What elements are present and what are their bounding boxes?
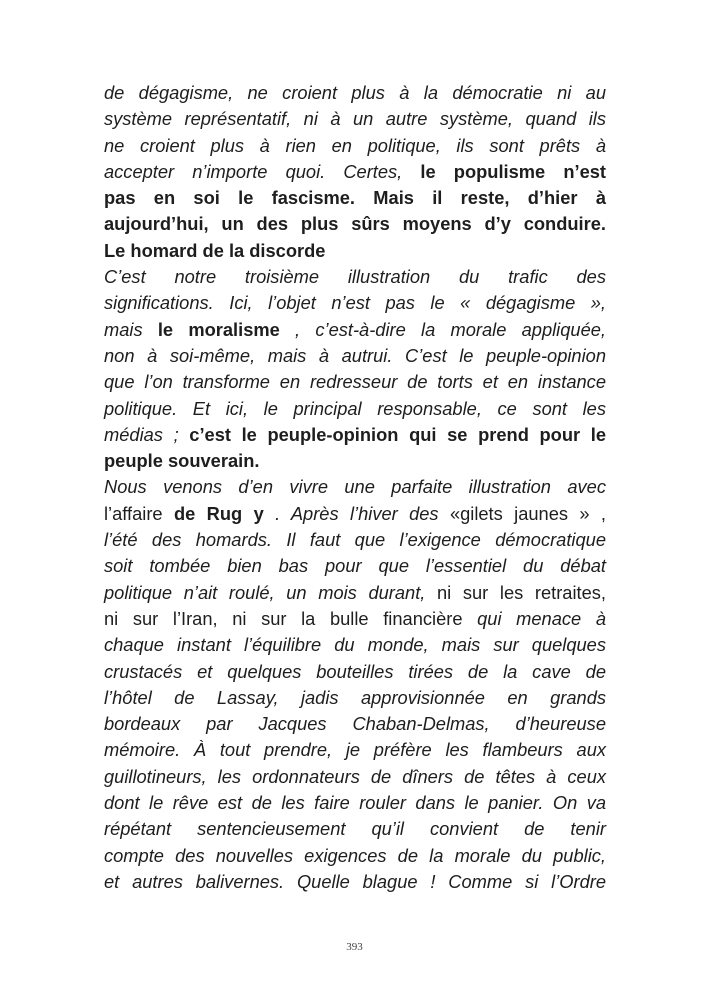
text-line — [104, 816, 606, 842]
text-line — [104, 396, 606, 422]
text-line — [104, 448, 606, 474]
text-span: mémoire. À tout prendre, je préfère les flambeurs aux — [104, 739, 606, 761]
text-span: accepter n’importe quoi. Certes, — [104, 160, 421, 182]
text-span: Nous venons d’en vivre une parfaite illustration avec — [104, 476, 606, 498]
text-span: soit tombée bien bas pour que l’essentiel du débat — [104, 555, 606, 577]
bold-span: le moralisme — [157, 318, 280, 340]
text-span: répétant sentencieusement qu’il convient de tenir — [104, 818, 606, 840]
text-line — [104, 317, 606, 343]
text-span: l’été des homards. Il faut que l’exigence démocratique — [104, 529, 606, 551]
text-span: l’affaire — [104, 502, 174, 524]
text-line — [104, 659, 606, 685]
text-span: dont le rêve est de les faire rouler dans le panier. On va — [104, 792, 606, 814]
text-span: que l’on transforme en redresseur de torts et en instance — [104, 371, 606, 393]
text-span: de dégagisme, ne croient plus à la démocratie ni au — [104, 82, 606, 103]
text-span: , c’est-à-dire la morale appliquée, — [279, 318, 606, 340]
text-span: guillotineurs, les ordonnateurs de dîners de têtes à ceux — [104, 765, 606, 787]
text-line — [104, 790, 606, 816]
body-text — [104, 80, 606, 895]
text-span: C’est notre troisième illustration du trafic des — [104, 266, 606, 288]
text-line — [104, 685, 606, 711]
text-span: et autres balivernes. Quelle blague ! Comme si l’Ordre — [104, 870, 606, 892]
text-line — [104, 501, 606, 527]
text-span: ni sur les retraites, — [437, 581, 606, 603]
text-line — [104, 211, 606, 237]
text-line — [104, 159, 606, 185]
text-line — [104, 553, 606, 579]
text-line — [104, 369, 606, 395]
text-line — [104, 422, 606, 448]
text-span: médias ; — [104, 423, 190, 445]
heading-text: Le homard de la discorde — [104, 239, 326, 261]
text-line — [104, 185, 606, 211]
text-span: système représentatif, ni à un autre système, quand ils — [104, 108, 606, 130]
text-line — [104, 133, 606, 159]
text-span: bordeaux par Jacques Chaban-Delmas, d’heureuse — [104, 713, 606, 735]
text-span: chaque instant l’équilibre du monde, mais sur quelques — [104, 634, 606, 656]
bold-span: pas en soi le fascisme. Mais il reste, d’hier à — [104, 187, 606, 209]
text-line — [104, 843, 606, 869]
text-span: . Après l’hiver des — [263, 502, 450, 524]
page-number: 393 — [346, 941, 363, 953]
bold-span: c’est le peuple-opinion qui se prend pour le — [189, 423, 606, 445]
bold-span: aujourd’hui, un des plus sûrs moyens d’y conduire. — [104, 213, 606, 235]
text-line — [104, 343, 606, 369]
text-span: significations. Ici, l’objet n’est pas le « dégagisme », — [104, 292, 606, 314]
text-line — [104, 632, 606, 658]
text-line — [104, 290, 606, 316]
text-line — [104, 527, 606, 553]
text-span: crustacés et quelques bouteilles tirées de la cave de — [104, 660, 606, 682]
text-line — [104, 711, 606, 737]
bold-span: le populisme n’est — [420, 160, 606, 182]
text-span: «gilets jaunes » , — [449, 502, 606, 524]
text-line — [104, 764, 606, 790]
text-span: politique. Et ici, le principal responsable, ce sont les — [104, 397, 606, 419]
text-line — [104, 869, 606, 895]
text-span: ne croient plus à rien en politique, ils sont prêts à — [104, 134, 606, 156]
text-span: ni sur l’Iran, ni sur la bulle financière — [104, 607, 463, 629]
text-span: politique n’ait roulé, un mois durant, — [104, 581, 437, 603]
text-span: mais — [104, 318, 158, 340]
text-line — [104, 606, 606, 632]
text-line — [104, 106, 606, 132]
text-span: l’hôtel de Lassay, jadis approvisionnée en grands — [104, 686, 606, 708]
text-span: qui menace à — [462, 607, 606, 629]
text-line — [104, 737, 606, 763]
text-line — [104, 580, 606, 606]
text-span: compte des nouvelles exigences de la morale du public, — [104, 844, 606, 866]
section-heading — [104, 238, 606, 264]
bold-span: peuple souverain. — [104, 450, 260, 472]
bold-span: de Rug y — [173, 502, 264, 524]
text-line — [104, 264, 606, 290]
text-span: non à soi-même, mais à autrui. C’est le peuple-opinion — [104, 344, 606, 366]
text-line — [104, 80, 606, 106]
text-line — [104, 474, 606, 500]
